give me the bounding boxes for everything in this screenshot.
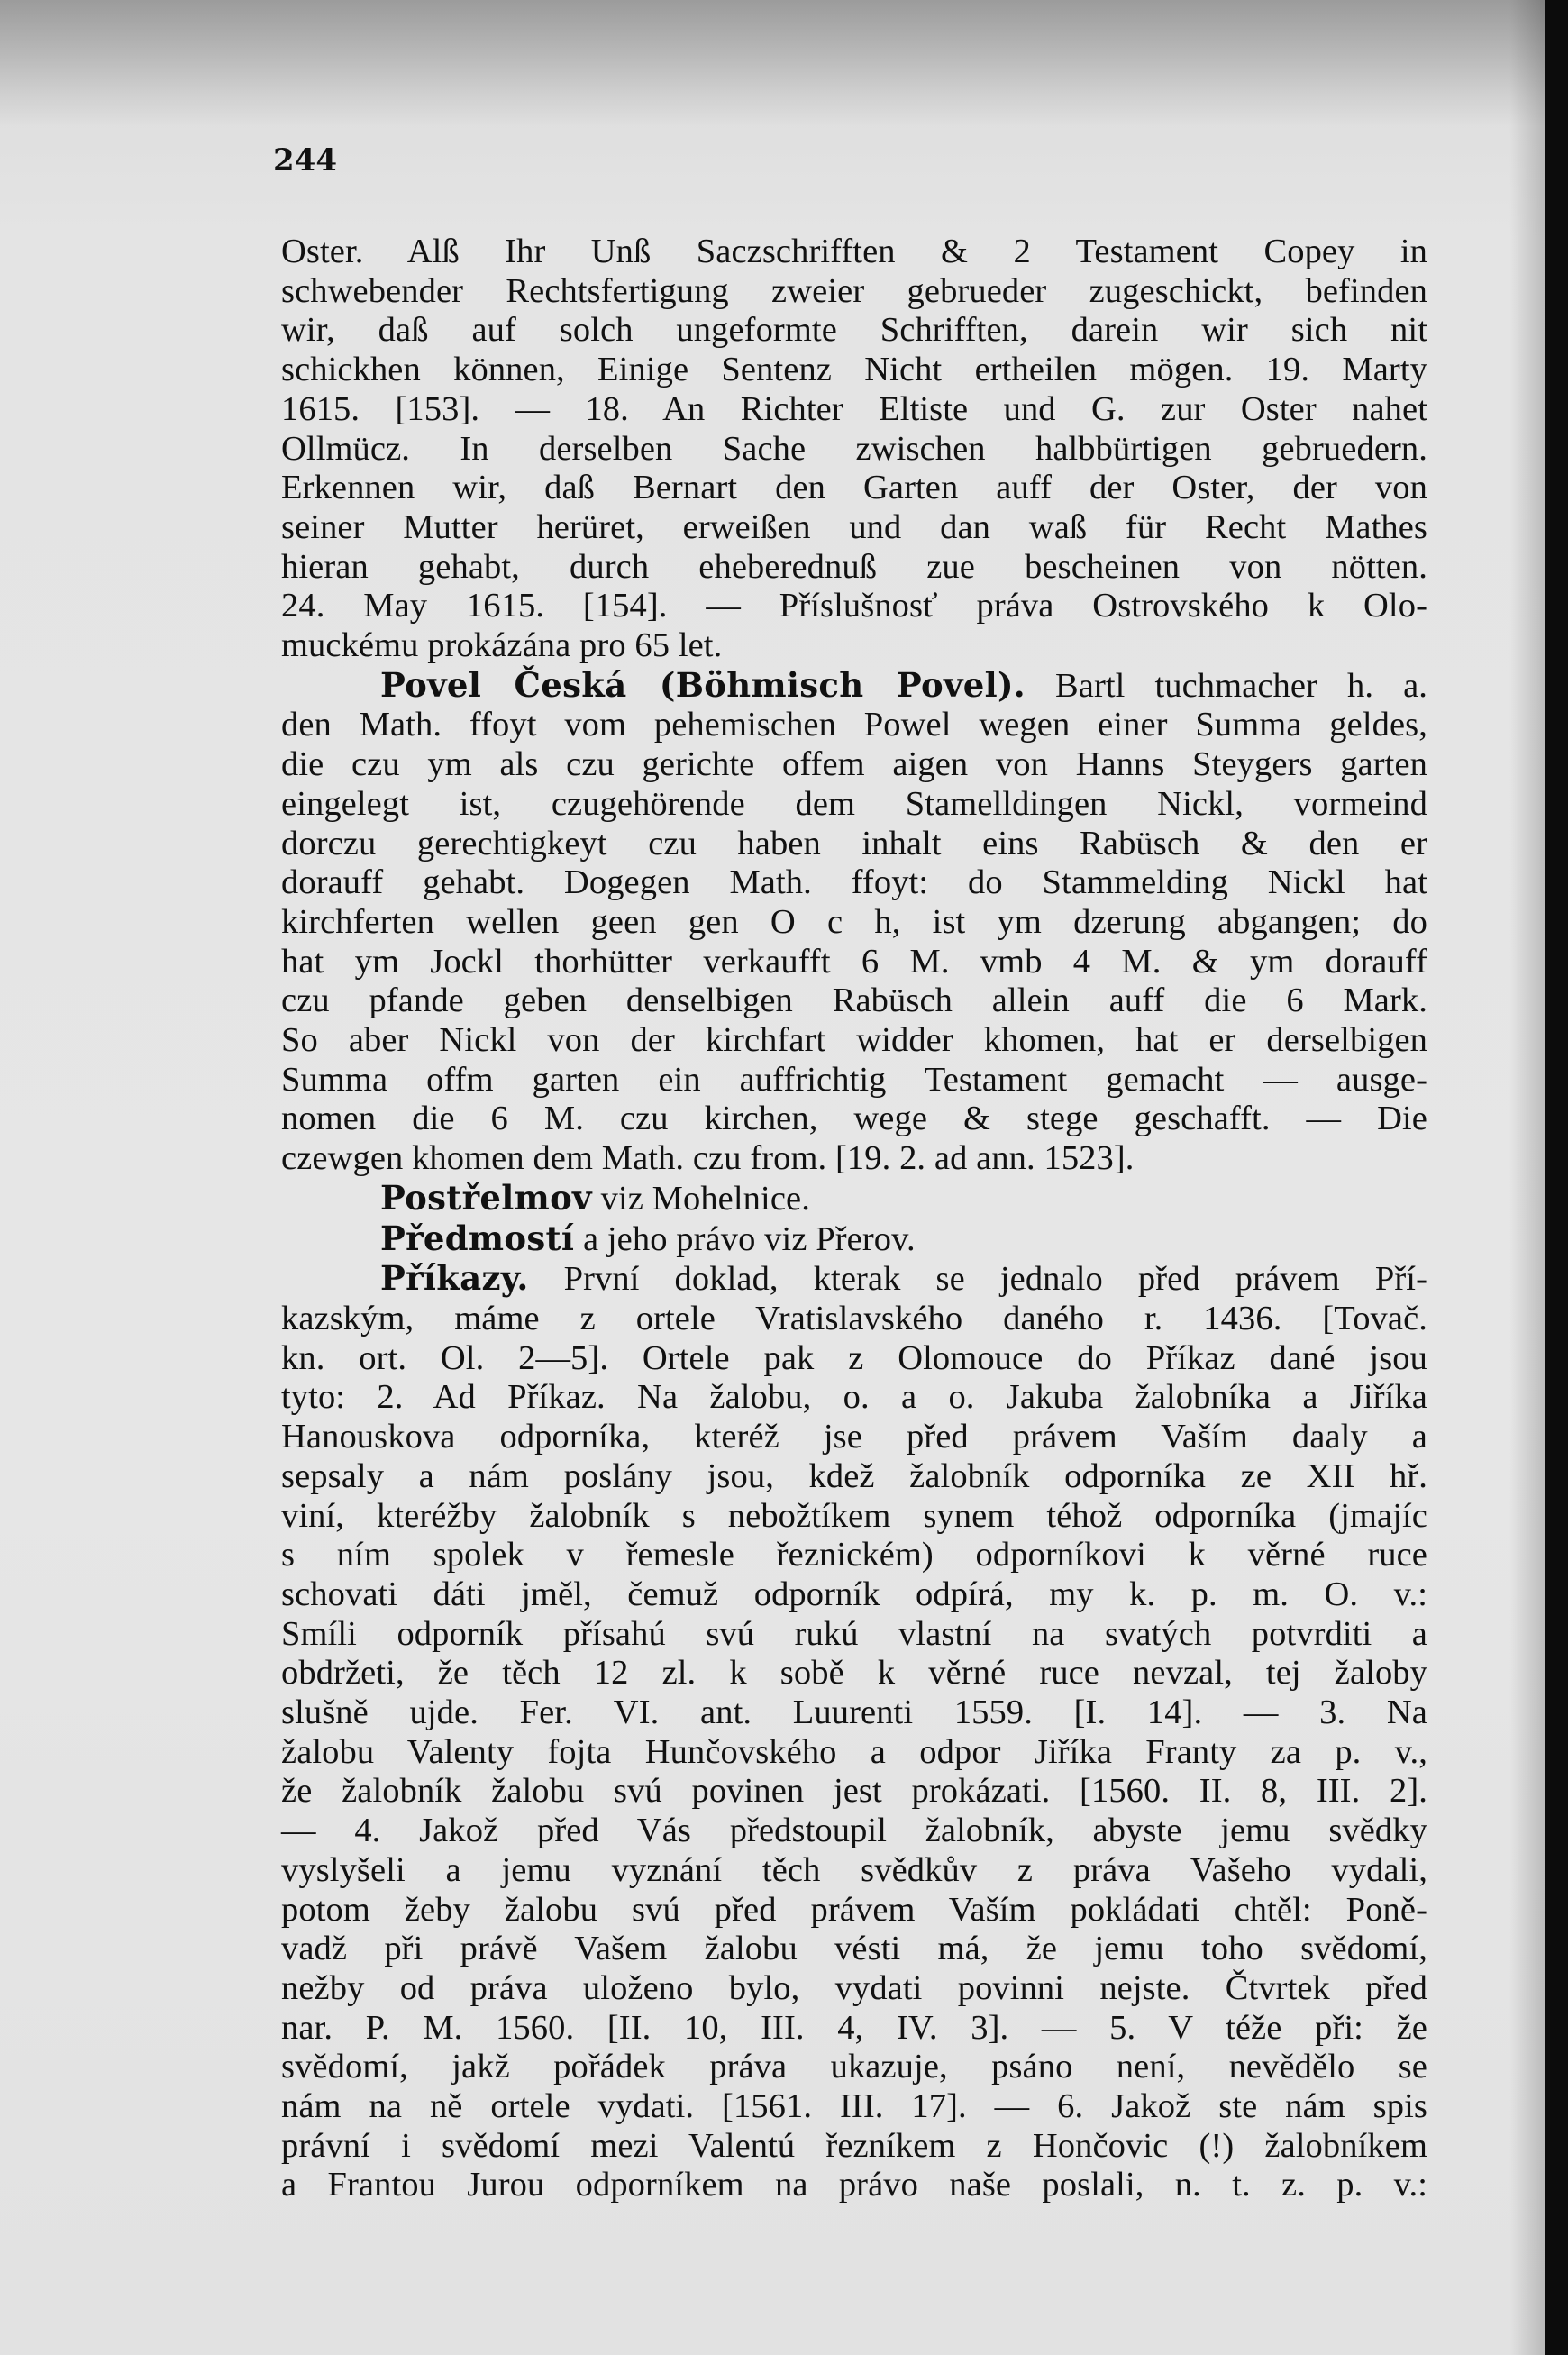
text-line: nar. P. M. 1560. [II. 10, III. 4, IV. 3]. — 5. V téže při: že bbox=[281, 2008, 1427, 2047]
text-line: eingelegt ist, czugehörende dem Stamelldingen Nickl, vormeind bbox=[281, 784, 1427, 823]
text-line: wir, daß auf solch ungeformte Schrifften, darein wir sich nit bbox=[281, 311, 1427, 350]
text-line: 1615. [153]. — 18. An Richter Eltiste und G. zur Oster nahet bbox=[281, 389, 1427, 428]
text-line: slušně ujde. Fer. VI. ant. Luurenti 1559. [I. 14]. — 3. Na bbox=[281, 1693, 1427, 1732]
text-line: So aber Nickl von der kirchfart widder khomen, hat er derselbigen bbox=[281, 1021, 1427, 1060]
text-line: viní, kteréžby žalobník s nebožtíkem synem téhož odporníka (jmajíc bbox=[281, 1496, 1427, 1535]
text-line: seiner Mutter herüret, erweißen und dan waß für Recht Mathes bbox=[281, 507, 1427, 546]
text-line: obdržeti, že těch 12 zl. k sobě k věrné ruce nevzal, tej žaloby bbox=[281, 1654, 1427, 1693]
entry-povel-first-line bbox=[281, 666, 1427, 707]
entry-headword-predmosti: Předmostí bbox=[380, 1218, 575, 1258]
text-line: svědomí, jakž pořádek práva ukazuje, psáno není, nevědělo se bbox=[281, 2048, 1427, 2086]
text-line: sepsaly a nám poslány jsou, kdež žalobník odporníka ze XII hř. bbox=[281, 1456, 1427, 1495]
text-line: s ním spolek v řemesle řeznickém) odporníkovi k věrné ruce bbox=[281, 1536, 1427, 1575]
text-line: Hanouskova odporníka, kteréž jse před právem Vaším daaly a bbox=[281, 1418, 1427, 1456]
entry-headword-prikazy: Příkazy. bbox=[380, 1258, 529, 1299]
text-line: schickhen können, Einige Sentenz Nicht ertheilen mögen. 19. Marty bbox=[281, 351, 1427, 389]
text-line: 24. May 1615. [154]. — Příslušnosť práva Ostrovského k Olo- bbox=[281, 587, 1427, 625]
page-number: 244 bbox=[273, 142, 337, 178]
text-line: den Math. ffoyt vom pehemischen Powel wegen einer Summa geldes, bbox=[281, 706, 1427, 744]
text-line: die czu ym als czu gerichte offem aigen von Hanns Steygers garten bbox=[281, 745, 1427, 784]
scan-shadow-edge bbox=[1509, 0, 1545, 2355]
text-line: kn. ort. Ol. 2—5]. Ortele pak z Olomouce do Příkaz dané jsou bbox=[281, 1338, 1427, 1377]
text-line: — 4. Jakož před Vás předstoupil žalobník, abyste jemu svědky bbox=[281, 1812, 1427, 1850]
text-line: nežby od práva uloženo bylo, vydati povinni nejste. Čtvrtek před bbox=[281, 1968, 1427, 2007]
text-line: potom žeby žalobu svú před právem Vaším pokládati chtěl: Poně- bbox=[281, 1890, 1427, 1929]
text-line: czewgen khomen dem Math. czu from. [19. 2. ad ann. 1523]. bbox=[281, 1139, 1135, 1178]
text-line: hat ym Jockl thorhütter verkaufft 6 M. vmb 4 M. & ym dorauff bbox=[281, 942, 1427, 981]
text-line: Smíli odporník přísahú svú rukú vlastní na svatých potvrditi a bbox=[281, 1614, 1427, 1653]
text-line: právní i svědomí mezi Valentú řezníkem z Hončovic (!) žalobníkem bbox=[281, 2126, 1427, 2165]
text-line: schovati dáti jměl, čemuž odporník odpírá, my k. p. m. O. v.: bbox=[281, 1575, 1427, 1613]
scan-shadow-top bbox=[0, 0, 1545, 126]
text-line: Ollmücz. In derselben Sache zwischen halbbürtigen gebruedern. bbox=[281, 429, 1427, 468]
text-line: schwebender Rechtsfertigung zweier gebrueder zugeschickt, befinden bbox=[281, 271, 1427, 310]
entry-prikazy-text: První doklad, kterak se jednalo před právem Pří- bbox=[563, 1260, 1427, 1299]
entry-headword-postrelmov: Postřelmov bbox=[380, 1177, 592, 1218]
entry-povel-text: Bartl tuchmacher h. a. bbox=[1054, 666, 1427, 705]
entry-prikazy-first-line bbox=[281, 1259, 1427, 1300]
entry-predmosti-line bbox=[281, 1219, 1427, 1260]
text-line: hieran gehabt, durch eheberednuß zue bescheinen von nötten. bbox=[281, 547, 1427, 586]
entry-predmosti-text: a jeho právo viz Přerov. bbox=[582, 1219, 916, 1258]
text-line: kirchferten wellen geen gen O c h, ist ym dzerung abgangen; do bbox=[281, 902, 1427, 941]
text-line: nám na ně ortele vydati. [1561. III. 17]. — 6. Jakož ste nám spis bbox=[281, 2087, 1427, 2126]
entry-postrelmov-text: viz Mohelnice. bbox=[600, 1179, 810, 1218]
text-line: že žalobník žalobu svú povinen jest prokázati. [1560. II. 8, III. 2]. bbox=[281, 1772, 1427, 1811]
entry-postrelmov-line bbox=[281, 1179, 1427, 1219]
text-line: vyslyšeli a jemu vyznání těch svědkův z práva Vašeho vydali, bbox=[281, 1850, 1427, 1889]
text-line: Erkennen wir, daß Bernart den Garten auff der Oster, der von bbox=[281, 469, 1427, 507]
text-line: nomen die 6 M. czu kirchen, wege & stege geschafft. — Die bbox=[281, 1100, 1427, 1138]
text-line: žalobu Valenty fojta Hunčovského a odpor Jiříka Franty za p. v., bbox=[281, 1732, 1427, 1771]
entry-headword-povel: Povel Česká (Böhmisch Povel). bbox=[380, 664, 1026, 705]
text-line: kazským, máme z ortele Vratislavského daného r. 1436. [Tovač. bbox=[281, 1299, 1427, 1337]
text-line: Oster. Alß Ihr Unß Saczschrifften & 2 Testament Copey in bbox=[281, 233, 1427, 270]
text-line: vadž při právě Vašem žalobu vésti má, že jemu toho svědomí, bbox=[281, 1930, 1427, 1968]
text-line: tyto: 2. Ad Příkaz. Na žalobu, o. a o. Jakuba žalobníka a Jiříka bbox=[281, 1378, 1427, 1417]
text-line: Summa offm garten ein auffrichtig Testament gemacht — ausge- bbox=[281, 1060, 1427, 1099]
body-text bbox=[281, 233, 1427, 2205]
text-line: dorczu gerechtigkeyt czu haben inhalt eins Rabüsch & den er bbox=[281, 824, 1427, 863]
text-line: czu pfande geben denselbigen Rabüsch allein auff die 6 Mark. bbox=[281, 981, 1427, 1020]
text-line: muckému prokázána pro 65 let. bbox=[281, 626, 723, 665]
text-line: a Frantou Jurou odporníkem na právo naše poslali, n. t. z. p. v.: bbox=[281, 2166, 1427, 2204]
text-line: dorauff gehabt. Dogegen Math. ffoyt: do Stammelding Nickl hat bbox=[281, 863, 1427, 902]
